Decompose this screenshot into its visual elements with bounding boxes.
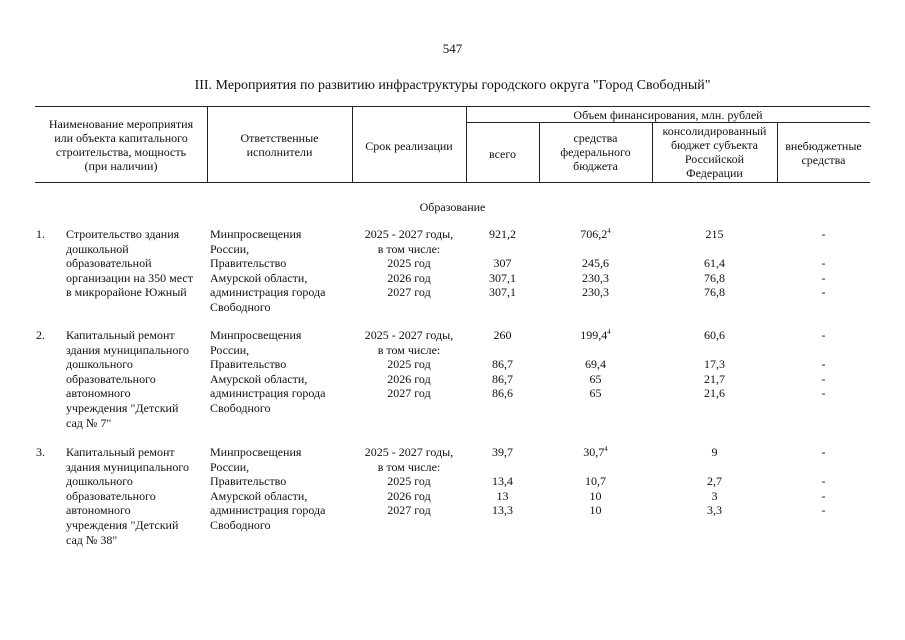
cell-term: 2027 год [387, 285, 431, 300]
cell-name: Капитальный ремонт [66, 445, 175, 459]
cell-regional: 9 [711, 445, 718, 459]
cell-federal: 230,3 [582, 270, 609, 285]
financing-underline [466, 122, 870, 123]
page-title: III. Мероприятия по развитию инфраструктуры городского округа "Город Свободный" [194, 78, 711, 93]
cell-responsible: Правительство [210, 357, 287, 372]
cell-num: 1. [36, 227, 45, 241]
cell-name: учреждения "Детский [66, 401, 179, 415]
cell-federal: 10 [589, 503, 602, 518]
cell-extra: - [821, 285, 826, 300]
table-header-bottom [35, 182, 870, 183]
page-number: 547 [442, 41, 463, 56]
cell-extra: - [821, 474, 826, 489]
cell-total: 86,7 [492, 357, 513, 372]
footnote-marker: 4 [607, 227, 611, 235]
cell-total: 13,4 [492, 474, 513, 489]
cell-responsible: администрация города [210, 386, 326, 401]
cell-name: сад № 38" [66, 532, 118, 547]
cell-name: образовательной [66, 256, 152, 271]
cell-responsible: Свободного [210, 401, 271, 415]
footnote-marker: 4 [604, 445, 608, 453]
cell-name: автономного [66, 503, 131, 518]
cell-responsible: России, [210, 459, 250, 474]
cell-term: 2025 - 2027 годы, [364, 227, 454, 241]
cell-federal: 30,7$^4$ [583, 445, 608, 459]
cell-name: дошкольного [66, 474, 133, 489]
table-top-border [35, 106, 870, 107]
cell-regional: 21,7 [704, 371, 725, 386]
cell-federal: 10,7 [585, 474, 606, 489]
cell-total: 260 [493, 328, 512, 342]
cell-extra: - [821, 328, 826, 342]
cell-name: образовательного [66, 371, 156, 386]
cell-term: 2026 год [387, 488, 431, 503]
cell-total: 39,7 [492, 445, 513, 459]
cell-extra: - [821, 227, 826, 241]
cell-term: 2027 год [387, 386, 431, 401]
cell-regional: 3 [711, 488, 718, 503]
cell-federal: 230,3 [582, 285, 609, 300]
cell-total: 921,2 [489, 227, 516, 241]
cell-responsible: Правительство [210, 256, 287, 271]
cell-total: 307,1 [489, 270, 516, 285]
cell-responsible: Минпросвещения [210, 328, 302, 342]
cell-federal: 65 [589, 386, 602, 401]
cell-name: образовательного [66, 488, 156, 503]
cell-regional: 60,6 [704, 328, 725, 342]
cell-name: Строительство здания [66, 227, 180, 241]
cell-term: 2025 год [387, 256, 431, 271]
cell-responsible: Правительство [210, 474, 287, 489]
cell-term: 2025 - 2027 годы, [364, 328, 454, 342]
cell-term: 2027 год [387, 503, 431, 518]
cell-term: в том числе: [377, 241, 441, 256]
cell-term: 2026 год [387, 270, 431, 285]
cell-total: 307,1 [489, 285, 516, 300]
cell-extra: - [821, 256, 826, 271]
cell-responsible: администрация города [210, 503, 326, 518]
header-federal: средства федерального бюджета [560, 131, 631, 173]
cell-extra: - [821, 357, 826, 372]
cell-responsible: Амурской области, [210, 371, 308, 386]
cell-responsible: России, [210, 241, 250, 256]
cell-responsible: администрация города [210, 285, 326, 300]
cell-responsible: Свободного [210, 300, 271, 314]
cell-name: дошкольной [66, 241, 129, 256]
cell-extra: - [821, 386, 826, 401]
cell-term: 2025 год [387, 357, 431, 372]
cell-total: 307 [493, 256, 512, 271]
cell-name: здания муниципального [66, 342, 189, 357]
footnote-marker: 4 [607, 328, 611, 336]
cell-name: сад № 7" [66, 415, 112, 430]
header-name: Наименование мероприятия или объекта капитального строительства, мощность (при наличии) [48, 117, 194, 173]
cell-total: 13,3 [492, 503, 513, 518]
header-total: всего [488, 147, 517, 161]
cell-federal: 10 [589, 488, 602, 503]
cell-name: учреждения "Детский [66, 518, 179, 532]
cell-regional: 21,6 [704, 386, 725, 401]
cell-federal: 199,4$^4$ [580, 328, 611, 342]
header-term: Срок реализации [365, 139, 453, 153]
header-regional: консолидированный бюджет субъекта Российской Федерации [662, 124, 767, 180]
cell-name: Капитальный ремонт [66, 328, 175, 342]
cell-total: 86,6 [492, 386, 513, 401]
cell-num: 2. [36, 328, 45, 342]
cell-name: здания муниципального [66, 459, 189, 474]
cell-regional: 3,3 [707, 503, 722, 518]
cell-num: 3. [36, 445, 45, 459]
cell-name: автономного [66, 386, 131, 401]
cell-extra: - [821, 371, 826, 386]
cell-federal: 706,2$^4$ [580, 227, 611, 241]
cell-extra: - [821, 445, 826, 459]
cell-extra: - [821, 270, 826, 285]
cell-regional: 215 [705, 227, 724, 241]
cell-extra: - [821, 488, 826, 503]
section-heading: Образование [419, 200, 486, 214]
cell-term: 2025 год [387, 474, 431, 489]
cell-regional: 2,7 [707, 474, 722, 489]
cell-term: в том числе: [377, 342, 441, 357]
cell-responsible: Амурской области, [210, 270, 308, 285]
cell-regional: 76,8 [704, 285, 725, 300]
cell-regional: 76,8 [704, 270, 725, 285]
cell-responsible: Амурской области, [210, 488, 308, 503]
cell-name: дошкольного [66, 357, 133, 372]
cell-name: организации на 350 мест [66, 270, 193, 285]
cell-total: 86,7 [492, 371, 513, 386]
cell-term: 2026 год [387, 371, 431, 386]
header-responsible: Ответственные исполнители [240, 131, 319, 159]
header-extra: внебюджетные средства [785, 139, 862, 167]
cell-federal: 65 [589, 371, 602, 386]
cell-total: 13 [496, 488, 509, 503]
header-financing: Объем финансирования, млн. рублей [573, 108, 763, 122]
cell-responsible: Минпросвещения [210, 445, 302, 459]
cell-responsible: России, [210, 342, 250, 357]
cell-responsible: Свободного [210, 518, 271, 532]
cell-term: 2025 - 2027 годы, [364, 445, 454, 459]
cell-regional: 17,3 [704, 357, 725, 372]
cell-federal: 245,6 [582, 256, 609, 271]
cell-term: в том числе: [377, 459, 441, 474]
cell-extra: - [821, 503, 826, 518]
cell-responsible: Минпросвещения [210, 227, 302, 241]
cell-regional: 61,4 [704, 256, 725, 271]
cell-federal: 69,4 [585, 357, 606, 372]
cell-name: в микрорайоне Южный [66, 285, 187, 300]
